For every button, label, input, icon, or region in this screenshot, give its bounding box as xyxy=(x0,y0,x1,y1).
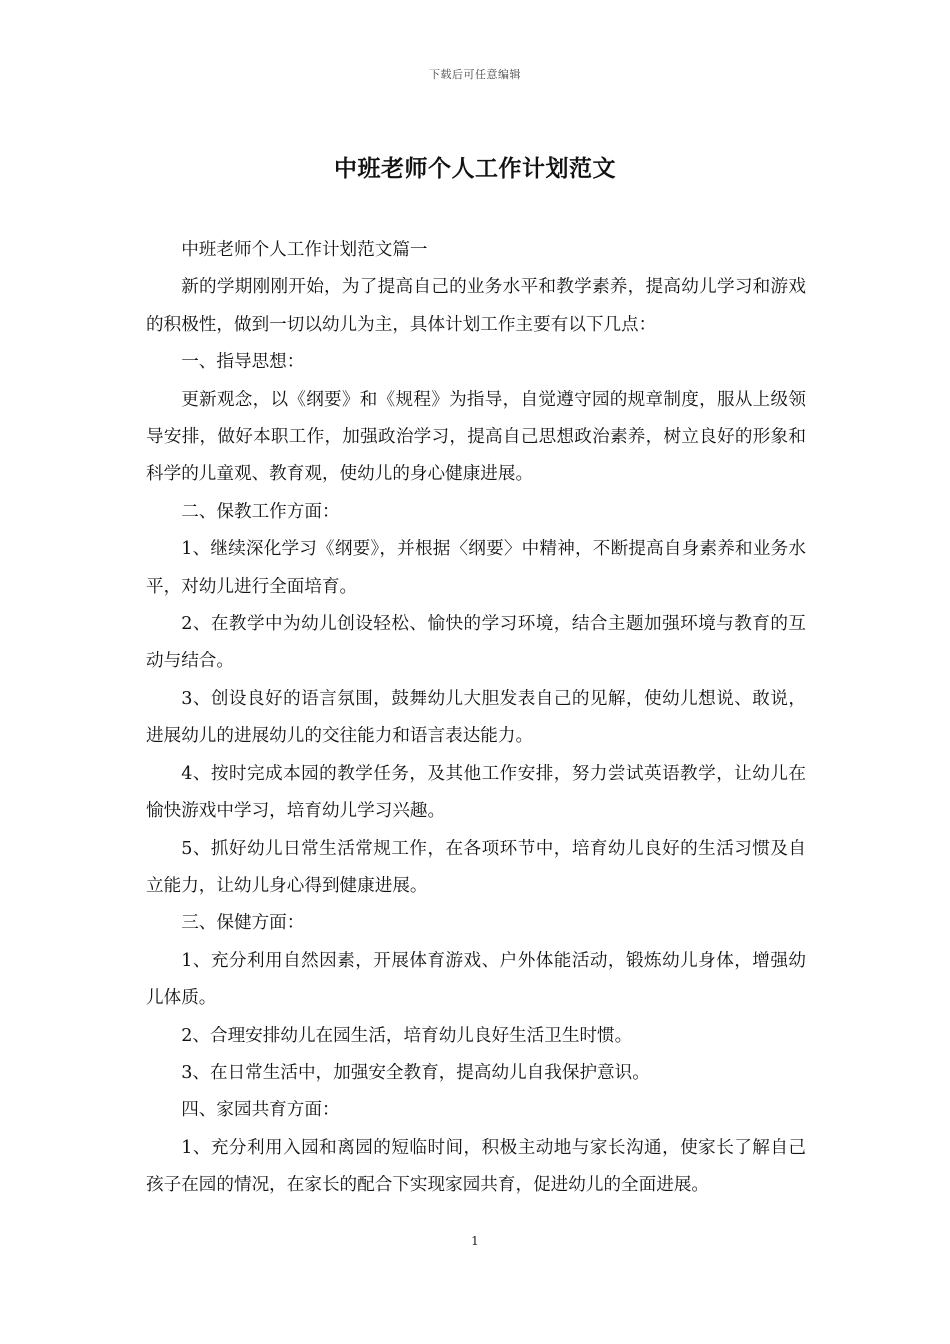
paragraph: 更新观念，以《纲要》和《规程》为指导，自觉遵守园的规章制度，服从上级领导安排，做好本职工作，加强政治学习，提高自己思想政治素养，树立良好的形象和科学的儿童观、教育观，使幼儿的身心健康进展。 xyxy=(146,389,806,485)
list-item: 3、创设良好的语言氛围，鼓舞幼儿大胆发表自己的见解，使幼儿想说、敢说，进展幼儿的进展幼儿的交往能力和语言表达能力。 xyxy=(146,688,806,747)
section-heading: 中班老师个人工作计划范文篇一 xyxy=(181,240,428,260)
list-item: 2、合理安排幼儿在园生活，培育幼儿良好生活卫生时惯。 xyxy=(181,1025,633,1046)
paragraph: 新的学期刚刚开始，为了提高自己的业务水平和教学素养，提高幼儿学习和游戏的积极性，做到一切以幼儿为主，具体计划工作主要有以下几点： xyxy=(146,277,806,335)
page-number: 1 xyxy=(471,1234,479,1248)
document-title: 中班老师个人工作计划范文 xyxy=(334,155,616,182)
section-heading: 四、家园共育方面： xyxy=(181,1100,340,1121)
section-heading: 一、指导思想： xyxy=(181,352,305,373)
list-item: 1、充分利用入园和离园的短临时间，积极主动地与家长沟通，使家长了解自己孩子在园的情况，在家长的配合下实现家园共育，促进幼儿的全面进展。 xyxy=(146,1137,806,1196)
document-body xyxy=(146,232,806,1205)
list-item: 1、充分利用自然因素，开展体育游戏、户外体能活动，锻炼幼儿身体，增强幼儿体质。 xyxy=(146,950,806,1009)
list-item: 2、在教学中为幼儿创设轻松、愉快的学习环境，结合主题加强环境与教育的互动与结合。 xyxy=(146,614,806,672)
list-item: 4、按时完成本园的教学任务，及其他工作安排，努力尝试英语教学，让幼儿在愉快游戏中学习，培育幼儿学习兴趣。 xyxy=(146,763,806,822)
section-heading: 二、保教工作方面： xyxy=(181,501,340,522)
list-item: 5、抓好幼儿日常生活常规工作，在各项环节中，培育幼儿良好的生活习惯及自立能力，让幼儿身心得到健康进展。 xyxy=(146,838,806,896)
list-item: 3、在日常生活中，加强安全教育，提高幼儿自我保护意识。 xyxy=(181,1062,650,1083)
header-note: 下载后可任意编辑 xyxy=(429,68,521,81)
list-item: 1、继续深化学习《纲要》，并根据〈纲要〉中精神，不断提高自身素养和业务水平，对幼儿进行全面培育。 xyxy=(146,539,806,597)
section-heading: 三、保健方面： xyxy=(181,913,305,934)
